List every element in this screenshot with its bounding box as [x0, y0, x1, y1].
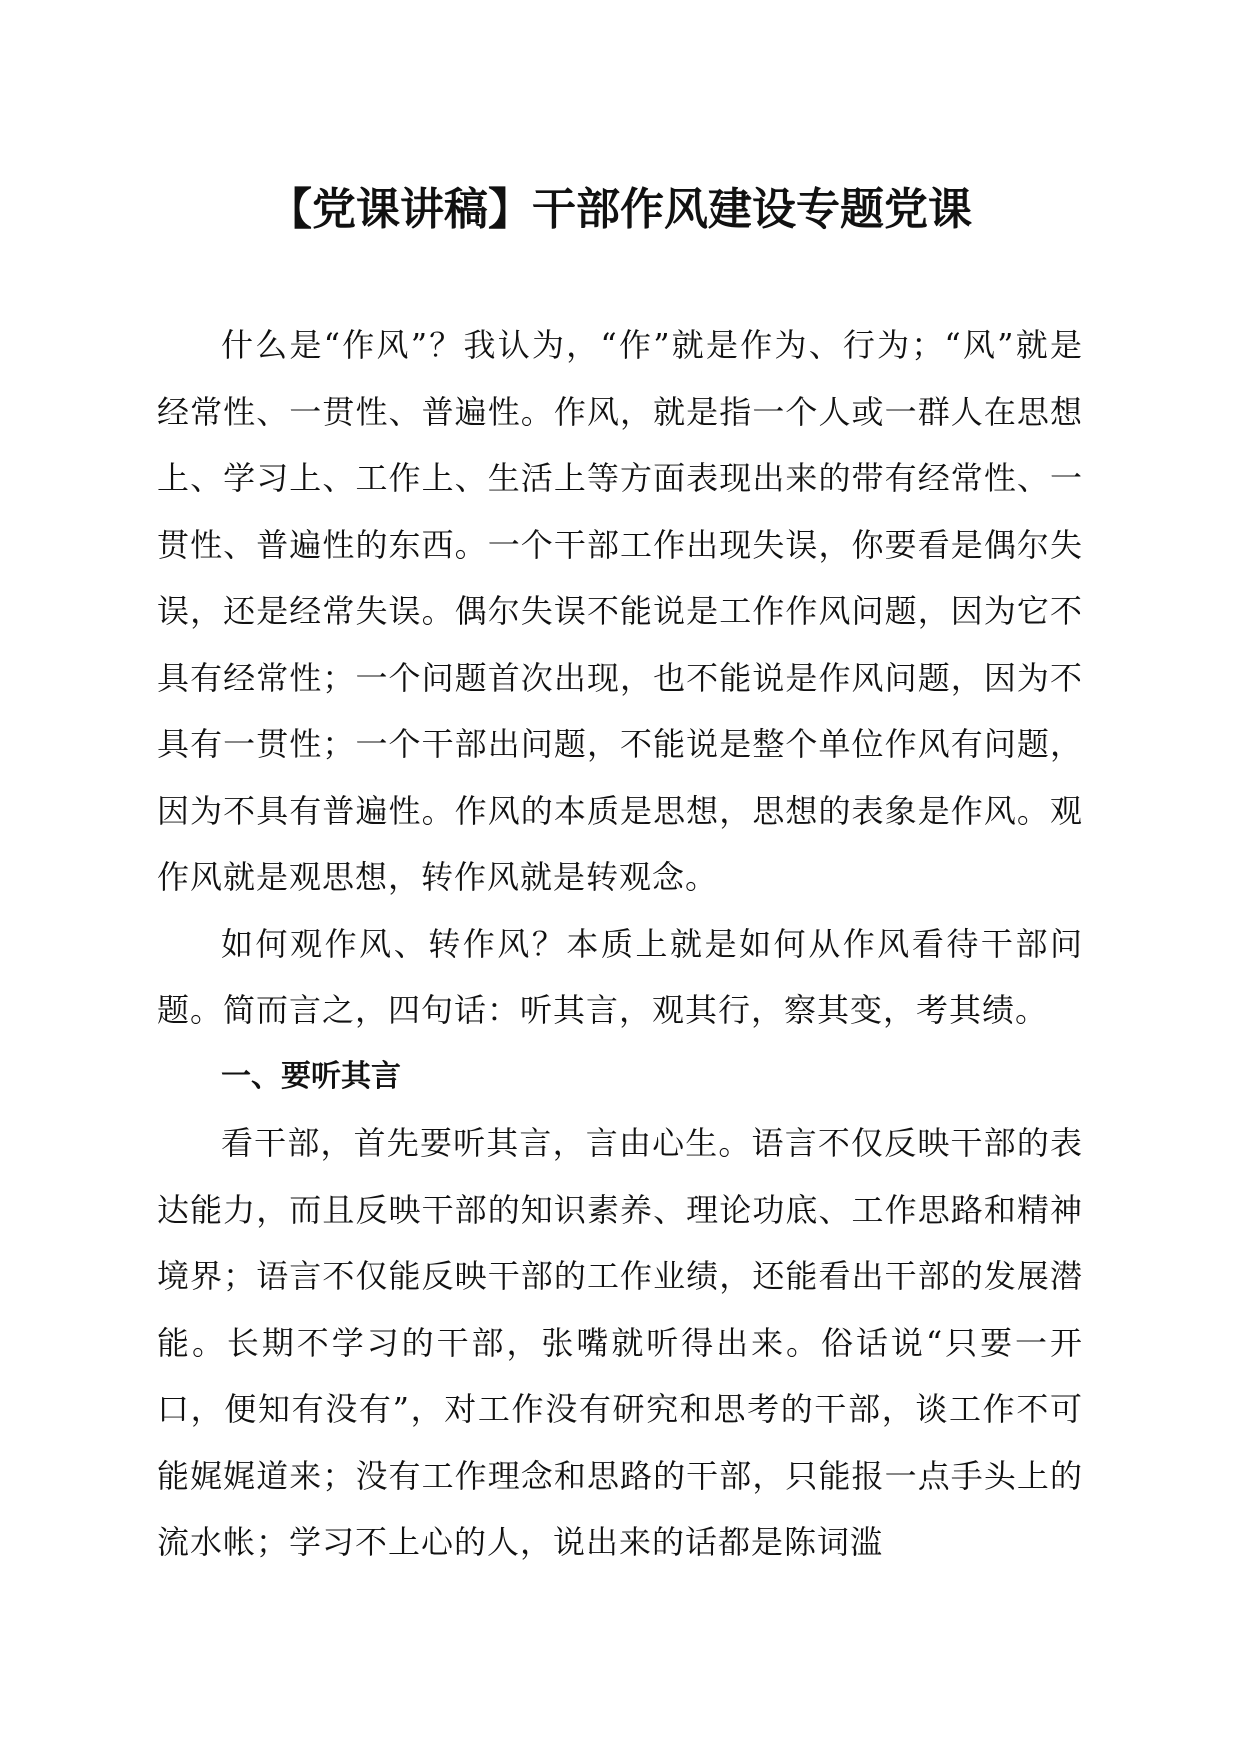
section-heading-listen: 一、要听其言 [221, 1058, 401, 1094]
paragraph-listen-to-words: 看干部，首先要听其言，言由心生。语言不仅反映干部的表达能力，而且反映干部的知识素养、理论功底、工作思路和精神境界；语言不仅能反映干部的工作业绩，还能看出干部的发展潜能。长期不学习的干部，张嘴就听得出来。俗话说“只要一开口，便知有没有”，对工作没有研究和思考的干部，谈工作不可能娓娓道来；没有工作理念和思路的干部，只能报一点手头上的流水帐；学习不上心的人，说出来的话都是陈词滥 [157, 1124, 1083, 1561]
document-body [157, 312, 1083, 1576]
paragraph-how-to-observe-style: 如何观作风、转作风？本质上就是如何从作风看待干部问题。简而言之，四句话：听其言，观其行，察其变，考其绩。 [157, 924, 1083, 1029]
paragraph-definition-of-style: 什么是“作风”？我认为，“作”就是作为、行为；“风”就是经常性、一贯性、普遍性。作风，就是指一个人或一群人在思想上、学习上、工作上、生活上等方面表现出来的带有经常性、一贯性、普遍性的东西。一个干部工作出现失误，你要看是偶尔失误，还是经常失误。偶尔失误不能说是工作作风问题，因为它不具有经常性；一个问题首次出现，也不能说是作风问题，因为不具有一贯性；一个干部出问题，不能说是整个单位作风有问题，因为不具有普遍性。作风的本质是思想，思想的表象是作风。观作风就是观思想，转作风就是转观念。 [157, 326, 1083, 896]
document-title: 【党课讲稿】干部作风建设专题党课 [268, 184, 972, 235]
